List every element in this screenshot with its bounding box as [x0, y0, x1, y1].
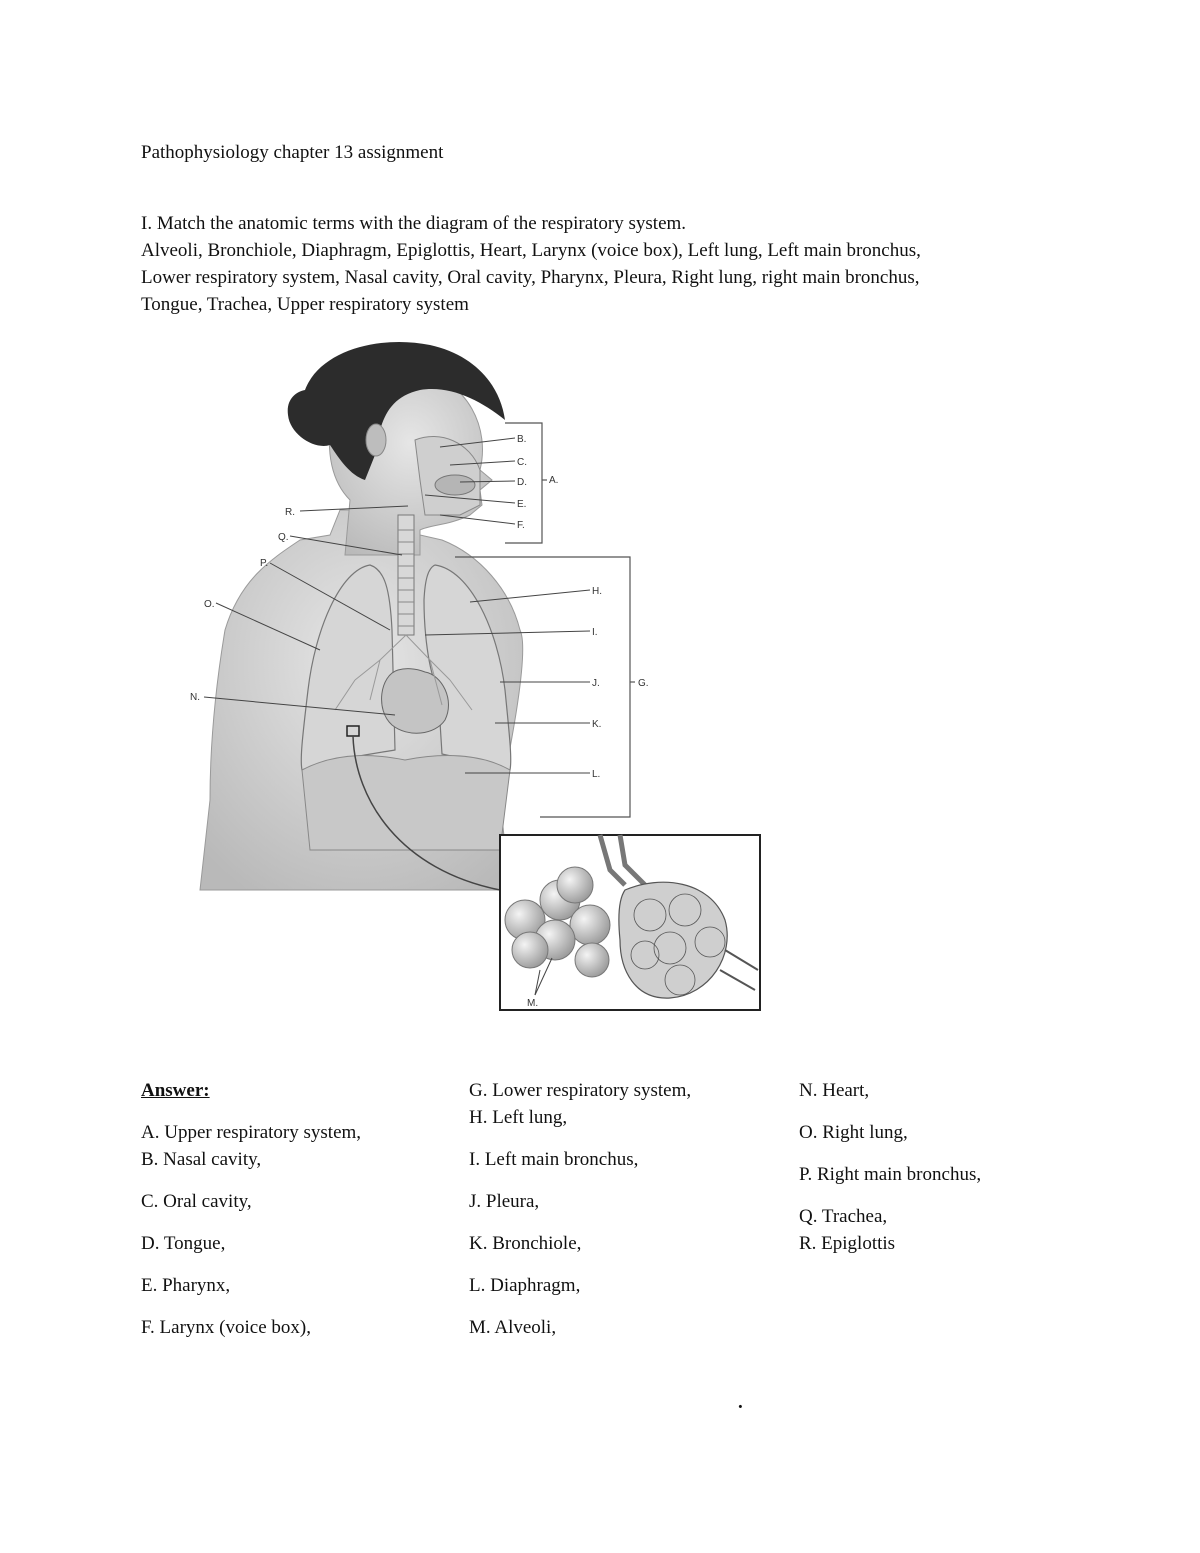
- label-d: D.: [517, 477, 527, 488]
- question-block: [141, 210, 1061, 318]
- answers-column-1: [141, 1078, 461, 1378]
- label-k: K.: [592, 719, 602, 730]
- footer-dot: .: [738, 1392, 743, 1413]
- answer-item: A. Upper respiratory system,: [141, 1122, 362, 1143]
- answers-column-3: [799, 1078, 1119, 1278]
- page-title: Pathophysiology chapter 13 assignment: [141, 142, 444, 163]
- label-p: P.: [260, 558, 269, 569]
- answer-item: O. Right lung,: [799, 1122, 908, 1143]
- answer-item: C. Oral cavity,: [141, 1191, 252, 1212]
- answer-item: R. Epiglottis: [799, 1233, 896, 1254]
- term-list-line-1: Alveoli, Bronchiole, Diaphragm, Epiglottis, Heart, Larynx (voice box), Left lung, Left main bronchus,: [141, 240, 921, 261]
- term-list-line-2: Lower respiratory system, Nasal cavity, Oral cavity, Pharynx, Pleura, Right lung, right main bronchus,: [141, 267, 920, 288]
- answer-item: K. Bronchiole,: [469, 1233, 582, 1254]
- ear: [366, 424, 386, 456]
- label-r: R.: [285, 507, 295, 518]
- label-f: F.: [517, 520, 525, 531]
- answer-item: N. Heart,: [799, 1080, 870, 1101]
- answer-item: H. Left lung,: [469, 1107, 568, 1128]
- label-m: M.: [527, 998, 539, 1009]
- answer-item: I. Left main bronchus,: [469, 1149, 639, 1170]
- answer-item: P. Right main bronchus,: [799, 1164, 982, 1185]
- label-c: C.: [517, 457, 527, 468]
- label-j: J.: [592, 678, 600, 689]
- answer-item: E. Pharynx,: [141, 1275, 231, 1296]
- label-n: N.: [190, 692, 200, 703]
- answer-heading: Answer:: [141, 1080, 210, 1101]
- label-a: A.: [549, 475, 559, 486]
- label-o: O.: [204, 599, 215, 610]
- label-i: I.: [592, 627, 598, 638]
- label-q: Q.: [278, 532, 289, 543]
- label-l: L.: [592, 769, 601, 780]
- answers-column-2: [469, 1078, 789, 1378]
- tongue-shape: [435, 475, 475, 495]
- respiratory-diagram: [180, 330, 800, 1020]
- label-b: B.: [517, 434, 527, 445]
- trachea-shape: [398, 515, 414, 635]
- diaphragm-shape: [302, 756, 510, 850]
- label-g: G.: [638, 678, 649, 689]
- answer-item: J. Pleura,: [469, 1191, 540, 1212]
- label-h: H.: [592, 586, 602, 597]
- answer-item: G. Lower respiratory system,: [469, 1080, 692, 1101]
- question-instruction: I. Match the anatomic terms with the diagram of the respiratory system.: [141, 213, 687, 234]
- answer-item: F. Larynx (voice box),: [141, 1317, 311, 1338]
- answer-item: B. Nasal cavity,: [141, 1149, 262, 1170]
- answer-item: M. Alveoli,: [469, 1317, 557, 1338]
- term-list-line-3: Tongue, Trachea, Upper respiratory system: [141, 294, 469, 315]
- answer-item: D. Tongue,: [141, 1233, 226, 1254]
- label-e: E.: [517, 499, 527, 510]
- answer-item: L. Diaphragm,: [469, 1275, 581, 1296]
- answer-item: Q. Trachea,: [799, 1206, 888, 1227]
